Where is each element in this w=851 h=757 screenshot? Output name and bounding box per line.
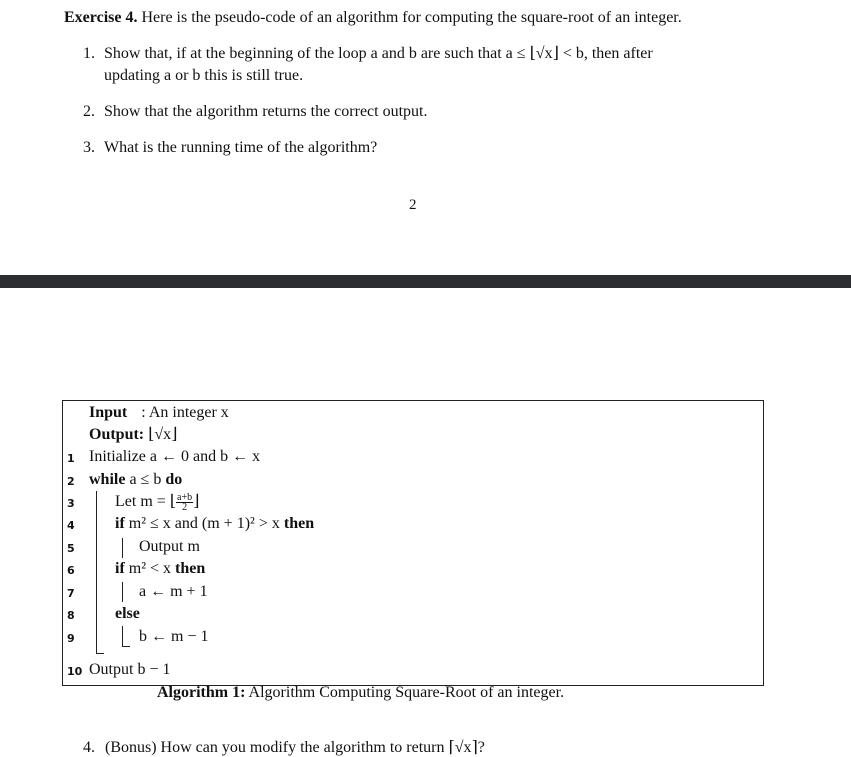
line-text: Output b − 1: [89, 661, 171, 678]
fraction: [176, 493, 193, 512]
question-text-line2: updating a or b this is still true.: [104, 67, 304, 84]
line-number: 6: [67, 564, 75, 577]
line-text: a ≤ b: [125, 471, 166, 488]
line-number: 5: [67, 542, 75, 555]
question-number: 4.: [83, 739, 95, 756]
bonus-question: [83, 737, 485, 757]
exercise-intro: Here is the pseudo-code of an algorithm for computing the square-root of an integer.: [141, 9, 682, 26]
input-label: Input: [89, 404, 128, 421]
line-number: 3: [67, 497, 75, 510]
line-number: 4: [67, 519, 75, 532]
keyword-if: if: [115, 515, 125, 532]
line-text: Let m = ⌊: [115, 493, 177, 510]
algorithm-box: [62, 400, 764, 686]
if-block-bar: [122, 582, 123, 602]
line-number: 7: [67, 587, 75, 600]
question-item-1: [83, 43, 783, 87]
line-number: 2: [67, 475, 75, 488]
fraction-denominator: 2: [182, 501, 188, 513]
line-text: b ← m − 1: [139, 628, 209, 645]
while-block-bar: [96, 491, 97, 653]
keyword-do: do: [165, 471, 183, 488]
exercise-heading: [64, 7, 682, 29]
line-number: 8: [67, 609, 75, 622]
output-value: ⌊√x⌋: [148, 426, 178, 443]
question-number: 1.: [83, 45, 95, 62]
output-label: Output:: [89, 426, 145, 443]
keyword-then: then: [175, 560, 206, 577]
exercise-label: Exercise 4.: [64, 9, 138, 26]
line-text: Initialize a ← 0 and b ← x: [89, 448, 261, 465]
fraction-numerator: a+b: [177, 491, 193, 503]
page-number: 2: [409, 197, 417, 213]
keyword-if: if: [115, 560, 125, 577]
algorithm-input: [89, 403, 229, 423]
if-block-bar: [122, 538, 123, 558]
question-item-2: [83, 101, 783, 123]
question-text: (Bonus) How can you modify the algorithm to return ⌈√x⌉?: [105, 739, 485, 756]
line-text: m² < x: [124, 560, 176, 577]
line-number: 1: [67, 452, 75, 465]
page-divider: [0, 275, 851, 288]
line-text-after: ⌋: [193, 493, 200, 510]
algorithm-output: [89, 425, 177, 445]
line-text: Output m: [139, 538, 200, 555]
question-item-3: [83, 137, 783, 159]
keyword-else: else: [115, 605, 140, 622]
caption-label: Algorithm 1:: [157, 684, 246, 701]
question-number: 3.: [83, 139, 95, 156]
input-value: : An integer x: [141, 404, 229, 421]
else-block-end: [122, 646, 130, 647]
keyword-then: then: [283, 515, 315, 532]
caption-text: Algorithm Computing Square-Root of an integer.: [245, 684, 565, 701]
question-text: Show that the algorithm returns the correct output.: [104, 103, 428, 120]
algorithm-caption: [157, 684, 564, 702]
question-text-line1: Show that, if at the beginning of the loop a and b are such that a ≤ ⌊√x⌋ < b, then after: [104, 45, 653, 62]
keyword-while: while: [89, 471, 126, 488]
line-text: m² ≤ x and (m + 1)² > x: [124, 515, 284, 532]
else-block-bar: [122, 626, 123, 646]
question-text: What is the running time of the algorithm?: [104, 139, 378, 156]
line-text: a ← m + 1: [139, 583, 208, 600]
question-number: 2.: [83, 103, 95, 120]
line-number: 9: [67, 632, 75, 645]
line-number: 10: [67, 665, 83, 678]
while-block-end: [96, 653, 104, 654]
